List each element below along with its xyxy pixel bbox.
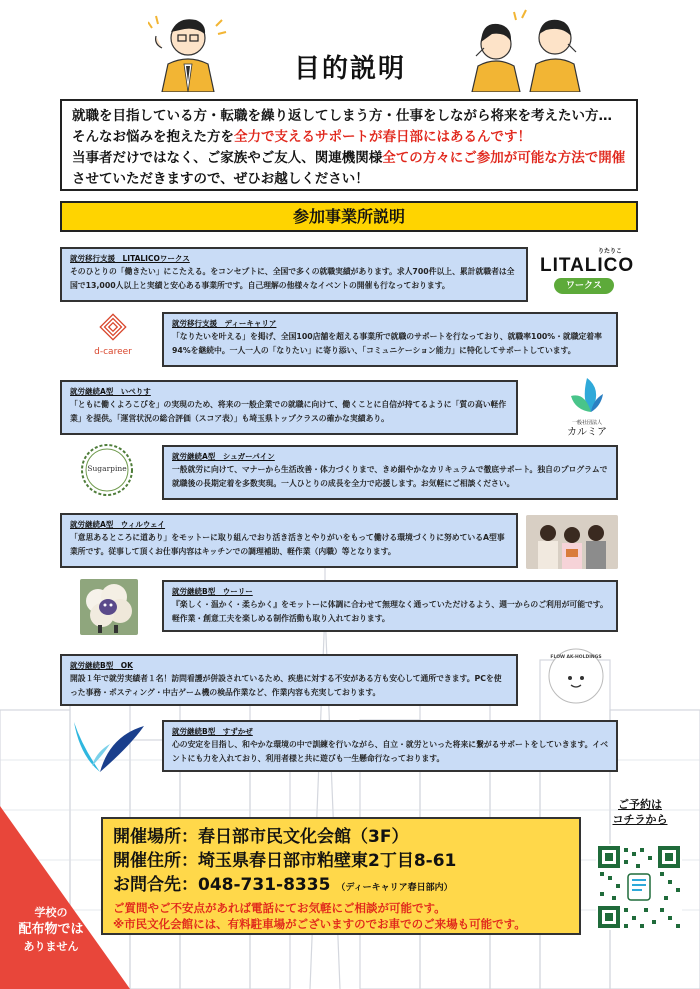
office-description: 「なりたいを叶える」を掲げ、全国100店舗を超える事業所で就職のサポートを行なっており、就職率100%・就職定着率94%を継続中。一人一人の「なりたい」に寄り添い、「コミュニケーション能力」に特化してサポートしています。 <box>172 332 602 355</box>
office-card-ok <box>60 654 518 706</box>
venue-contact-note: （ディーキャリア春日部内） <box>336 883 453 893</box>
staff-photo-image <box>526 515 618 569</box>
litalico-logo-ruby: りたりこ <box>597 248 622 255</box>
red-corner-triangle <box>0 806 130 989</box>
sugarpine-logo <box>78 441 136 499</box>
venue-note-1: ご質問やご不安点があれば電話にてお気軽にご相談が可能です。 <box>113 901 446 915</box>
office-card-litalico <box>60 247 528 302</box>
reservation-label-line-2: コチラから <box>612 813 668 826</box>
office-kind: 就労継続B型 OK <box>70 661 133 670</box>
intro-line-3-highlight: 全ての方々にご参加が可能な方法で開催 <box>382 150 626 166</box>
dcareer-logo <box>82 312 144 364</box>
man-megaphone-illustration <box>148 8 228 92</box>
sugarpine-logo-text: Sugarpine <box>87 464 127 473</box>
reservation-label-line-1: ご予約は <box>618 798 662 811</box>
intro-line-3-tail: させていただきますので、ぜひお越しください！ <box>72 171 369 187</box>
karumia-leaf-icon <box>567 376 607 416</box>
office-kind: 就労継続A型 ウィルウェイ <box>70 520 166 529</box>
intro-line-2-text: そんなお悩みを抱えた方を <box>72 129 234 145</box>
intro-line-2 <box>72 127 626 148</box>
office-description: 心の安定を目指し、和やかな環境の中で訓練を行いながら、自立・就労といった将来に繋がるサポートをしていきます。イベントにも力を入れており、利用者様と共に遊びも一生懸命行なっております。 <box>172 740 608 763</box>
office-card-dcareer <box>162 312 618 367</box>
office-description: 一般就労に向けて、マナーから生活改善・体力づくりまで、きめ細やかなカリキュラムで徹底サポート。独自のプログラムで就職後の長期定着を多数実現。一人ひとりの成長を全力で応援します。お気軽にご相談ください。 <box>172 465 608 488</box>
office-description: 開設１年で就労実績者１名！訪問看護が併設されているため、疾患に対する不安がある方も安心して通所できます。PCを使った事務・ポスティング・中古ゲーム機の検品作業など、作業内容も充実しております。 <box>70 674 502 697</box>
section-title-bar: 参加事業所説明 <box>60 201 638 232</box>
venue-note-2: ※市民文化会館には、有料駐車場がございますのでお車でのご来場も可能です。 <box>113 917 526 931</box>
office-card-suzukaze <box>162 720 618 772</box>
venue-address: 開催住所：埼玉県春日部市粕壁東2丁目8-61 <box>113 851 457 871</box>
venue-contact-phone: お問合先：048-731-8335 <box>113 875 331 895</box>
willway-staff-photo <box>526 515 618 569</box>
office-card-willway <box>60 513 518 568</box>
dcareer-diamond-icon <box>98 312 128 342</box>
dcareer-logo-text: d-career <box>94 347 132 357</box>
reservation-qr-code[interactable] <box>596 844 682 930</box>
karumia-logo-text: カルミア <box>567 427 607 438</box>
venue-place: 開催場所：春日部市民文化会館（3F） <box>113 827 409 847</box>
office-kind: 就労継続A型 シュガーパイン <box>172 452 275 461</box>
office-description: そのひとりの「働きたい」にこたえる。をコンセプトに、全国で多くの就職実績があります。求人700件以上、累計就職者は全国で13,000人以上と実績と安心ある事業所です。自己理解の他様々なイベントの開催も行なっております。 <box>70 267 515 290</box>
suzukaze-logo <box>70 716 148 778</box>
intro-line-2-highlight: 全力で支えるサポートが春日部にはあるんです！ <box>234 129 531 145</box>
two-people-calling-illustration <box>470 8 582 92</box>
suzukaze-wave-icon <box>70 716 148 778</box>
not-school-notice-line-1: 学校の <box>34 906 68 919</box>
office-card-sugarpine <box>162 445 618 500</box>
ok-logo-text: FLOW AK-HOLDINGS <box>550 655 602 660</box>
office-description: 『楽しく・温かく・柔らかく』をモットーに体調に合わせて無理なく通っていただけるよう、週一からのご利用が可能です。軽作業・創意工夫を楽しめる制作活動も取り入れております。 <box>172 600 608 623</box>
not-school-notice-line-2: 配布物では <box>18 922 84 937</box>
karumia-logo-small: 一般社団法人 <box>571 420 602 426</box>
venue-info-box <box>101 817 581 935</box>
office-kind: 就労継続B型 ウーリー <box>172 587 253 596</box>
intro-line-1: 就職を目指している方・転職を繰り返してしまう方・仕事をしながら将来を考えたい方… <box>72 108 612 124</box>
ok-holdings-logo <box>546 646 606 706</box>
office-card-wooly <box>162 580 618 632</box>
intro-line-3 <box>72 148 626 190</box>
office-kind: 就労継続B型 すずかぜ <box>172 727 253 736</box>
office-kind: 就労移行支援 LITALICOワークス <box>70 254 190 263</box>
intro-box <box>60 99 638 191</box>
office-description: 「意思あるところに道あり」をモットーに取り組んでおり活き活きとやりがいをもって働ける環境づくりに努めているA型事業所です。従事して頂くお仕事内容はキッチンでの調理補助、軽作業（内職）等となります。 <box>70 533 505 556</box>
not-school-notice <box>6 905 96 955</box>
reservation-label <box>605 797 675 827</box>
litalico-logo-wordmark: LITALICO <box>540 255 635 276</box>
litalico-logo <box>540 248 635 300</box>
office-description: 「ともに働くよろこびを」の実現のため、将来の一般企業での就職に向けて、働くことに自信が持てるように「質の高い軽作業」を提供。「運営状況の総合評価（スコア表）」も埼玉県トップクラスの確かな実績あり。 <box>70 400 507 423</box>
office-kind: 就労移行支援 ディーキャリア <box>172 319 277 328</box>
litalico-logo-badge: ワークス <box>554 278 614 294</box>
office-kind: 就労継続A型 いぺりす <box>70 387 151 396</box>
page-title: 目的説明 <box>293 54 406 84</box>
sheep-craft-image <box>80 579 138 635</box>
venue-contact <box>113 873 569 900</box>
karumia-logo <box>555 376 619 438</box>
not-school-notice-line-3: ありません <box>23 940 79 953</box>
intro-line-3-text: 当事者だけではなく、ご家族やご友人、関連機関様 <box>72 150 383 166</box>
wooly-sheep-photo <box>80 579 138 635</box>
office-card-iperis <box>60 380 518 435</box>
